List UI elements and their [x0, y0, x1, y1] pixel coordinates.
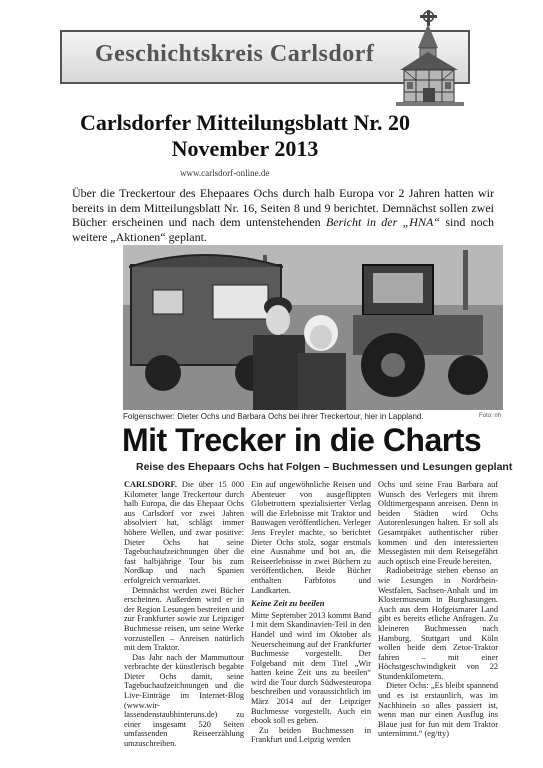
caption-text: Folgenschwer: Dieter Ochs und Barbara Ochs bei ihrer Treckertour, hier in Lappland. [123, 412, 424, 421]
col1-paragraph-1: Die über 15 000 Kilometer lange Treckertour durch halb Europa, die das Ehepaar Ochs aus Carlsdorf vor zwei Jahren absolviert hat, schlägt immer höhere Wellen, und zwar positive: Dieter Ochs hat seine Tagebuchaufzeichnungen über die fast halbjährige Tour bis zum Nordkap und nach Spanien erfolgreich vermarktet. [124, 480, 245, 585]
website-url: www.carlsdorf-online.de [180, 168, 270, 178]
intro-text-1: Über die Treckertour des Ehepaares Ochs durch halb Europa vor 2 Jahren hatten wir bereits in dem Mitteilungsblatt Nr. 16, Seiten 8 und 9 berichtet. Demnächst sollen zwei Bücher erscheinen und nach dem untenstehenden [72, 186, 494, 229]
photo-credit: Foto: nh [478, 413, 501, 419]
intro-text-italic: Bericht in der „HNA“ [325, 215, 440, 229]
tractor-caravan-photo [123, 245, 503, 410]
col3-paragraph-3: Dieter Ochs: „Es bleibt spannend und es ist erstaunlich, was im Nachhinein so alles passiert ist, wenn man nur einen Ausflug ins Blaue just for fun mit dem Traktor unternimmt.“ (eg/tty) [378, 681, 498, 739]
article-photo [123, 245, 503, 410]
dateline: CARLSDORF. [124, 480, 177, 489]
col2-paragraph-2: Mitte September 2013 kommt Band I mit dem Skandinavien-Teil in den Handel und wird im Oktober als Neuerscheinung auf der Frankfurter Buchmesse vorgestellt. Der Folgeband mit dem Titel „Wir hatten keine Zeit uns zu beeilen“ wird die Tour durch Südwesteuropa beschreiben und voraussichtlich im März 2014 auf der Leipziger Buchmesse vorgestellt. Auch ein ebook soll es geben. [251, 610, 371, 726]
banner-title: Geschichtskreis Carlsdorf [95, 41, 375, 67]
article-headline: Mit Trecker in die Charts [122, 422, 482, 458]
intro-text-2: sind noch weitere „Aktionen“ geplant. [72, 215, 494, 244]
issue-title-line2: November 2013 [171, 136, 319, 161]
article-column-1 [124, 480, 244, 749]
col3-paragraph-2: Radiobeiträge stehen ebenso an wie Lesungen in Nordrhein-Westfalen, Sachsen-Anhalt und im Klostermuseum in Burghasungen. Auch aus dem Hofgeismarer Land gibt es bereits etliche Anfragen. Zu kleineren Buchmessen nach Hamburg, Stuttgart und Köln wollen beide dem Zetor-Traktor fahren – mit einer Höchstgeschwindigkeit von 22 Stundenkilometern. [378, 566, 498, 681]
col2-subheading: Keine Zeit zu beeilen [251, 598, 325, 609]
article-column-3 [378, 480, 498, 739]
col1-paragraph-3: Das Jahr nach der Mammuttour verbrachte der künstlerisch begabte Dieter Ochs damit, seine Tagebuchaufzeichnungen und die Live-Einträge im Internet-Blog (www.wir-lassendenstaubhinteruns.de) zu einer insgesamt 520 Seiten umfassenden Reiseerzählung umzuschreiben. [124, 652, 244, 749]
col1-paragraph-2: Demnächst werden zwei Bücher erscheinen. Außerdem wird er in der Region Lesungen bestreiten und zur Frankfurter sowie zur Leipziger Buchmesse reisen, um seine Werke vorzustellen – Anreisen natürlich mit dem Traktor. [124, 585, 244, 653]
intro-paragraph [72, 186, 494, 244]
photo-caption [123, 412, 503, 421]
article-column-2 [251, 480, 371, 745]
issue-title [80, 110, 410, 162]
village-church-emblem [392, 8, 468, 108]
issue-title-line1: Carlsdorfer Mitteilungsblatt Nr. 20 [80, 110, 410, 135]
col3-paragraph-1: Ochs und seine Frau Barbara auf Wunsch des Verlegers mit ihrem Oldtimergespann anreisen. Denn in beiden Städten wird Ochs Autorenlesungen halten. Er soll als Gesamtpaket authentischer rüber kommen und den interessierten Messegästen mit dem Reisegefährt auch optisch eine Freude bereiten. [378, 480, 498, 566]
article-subhead: Reise des Ehepaars Ochs hat Folgen – Buchmessen und Lesungen geplant [136, 461, 513, 473]
col2-paragraph-1: Ein auf ungewöhnliche Reisen und Abenteuer von ausgeflippten Globetrottern spezialisierter Verlag will die Erlebnisse mit Traktor und Bauwagen veröffentlichen. Verleger Jens Freyler machte, so berichtet Dieter Ochs stolz, sogar erstmals eine Ausnahme und bot an, die Reiseerlebnisse in zwei Büchern zu veröffentlichen. Beide Bücher enthalten Farbfotos und Landkarten. [251, 480, 371, 595]
col2-paragraph-3: Zu beiden Buchmessen in Frankfurt und Leipzig werden [251, 725, 371, 745]
